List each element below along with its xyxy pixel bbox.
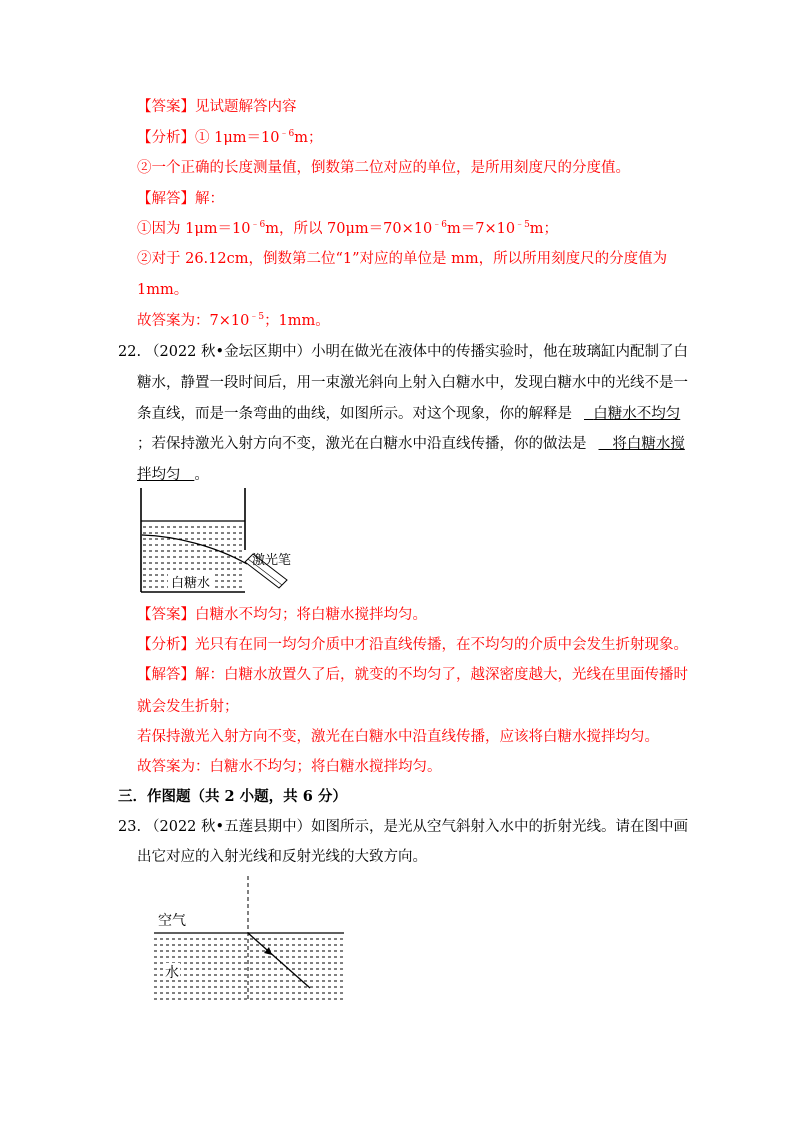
q22-line4: ；若保持激光入射方向不变，激光在白糖水中沿直线传播，你的做法是 将白糖水搅: [137, 436, 685, 452]
q21-solution-line2: ②对于 26.12cm，倒数第二位“1”对应的单位是 mm，所以所用刻度尺的分度值为: [137, 251, 668, 267]
q22-blank2: 将白糖水搅: [612, 436, 685, 452]
q22-final-answer: 故答案为：白糖水不均匀；将白糖水搅拌均匀。: [137, 759, 442, 775]
q22-solution-line2: 就会发生折射；: [137, 699, 239, 715]
q23-refracted-ray: [248, 933, 310, 988]
q22-analysis: 【分析】光只有在同一均匀介质中才沿直线传播，在不均匀的介质中会发生折射现象。: [137, 637, 688, 653]
q22-label-pen: 激光笔: [252, 553, 292, 568]
q23-label-air: 空气: [158, 913, 186, 929]
q23-figure: [150, 876, 350, 1006]
q22-line5: 拌均匀 。: [137, 467, 209, 483]
section-heading: 三．作图题（共 2 小题，共 6 分）: [118, 788, 347, 805]
q22-label-water: 白糖水: [171, 576, 211, 591]
q21-analysis: 【分析】① $1\mu m=10^{﹣6}m$；: [137, 129, 323, 146]
q21-analysis-line2: ②一个正确的长度测量值，倒数第二位对应的单位，是所用刻度尺的分度值。: [137, 160, 630, 176]
q22-solution: 【解答】解：白糖水放置久了后，就变的不均匀了，越深密度越大，光线在里面传播时: [137, 667, 688, 683]
q22-solution-line3: 若保持激光入射方向不变，激光在白糖水中沿直线传播，应该将白糖水搅拌均匀。: [137, 729, 659, 745]
q23-line1: （2022 秋•五莲县期中）如图所示，是光从空气斜射入水中的折射光线。请在图中画: [145, 819, 689, 835]
q22-answer: 【答案】白糖水不均匀；将白糖水搅拌均匀。: [137, 607, 427, 623]
q22-blank1: 白糖水不均匀: [593, 406, 681, 422]
q21-solution-line3: 1mm。: [137, 282, 189, 298]
q21-final-answer: 故答案为：$7\times 10^{﹣5}$；1mm。: [137, 312, 330, 329]
q21-answer: 【答案】见试题解答内容: [137, 99, 297, 115]
q22-line1: （2022 秋•金坛区期中）小明在做光在液体中的传播实验时，他在玻璃缸内配制了白: [145, 344, 689, 360]
q23-number: 23.: [118, 819, 142, 835]
q22-number: 22.: [118, 344, 142, 360]
q23-label-water: 水: [165, 965, 179, 981]
q23-line2: 出它对应的入射光线和反射光线的大致方向。: [137, 849, 427, 865]
q22-line2: 糖水，静置一段时间后，用一束激光斜向上射入白糖水中，发现白糖水中的光线不是一: [137, 375, 688, 391]
q22-figure: [135, 488, 310, 600]
q22-line3: 条直线，而是一条弯曲的曲线，如图所示。对这个现象，你的解释是 白糖水不均匀: [137, 406, 681, 422]
q21-solution-line1: ①因为 $1\mu m=10^{﹣6}m$，所以 $70\mu m=70\times 10^{﹣6}m=7\times 10^{﹣5}m$；: [137, 220, 559, 237]
q21-solution: 【解答】解：: [137, 191, 224, 207]
